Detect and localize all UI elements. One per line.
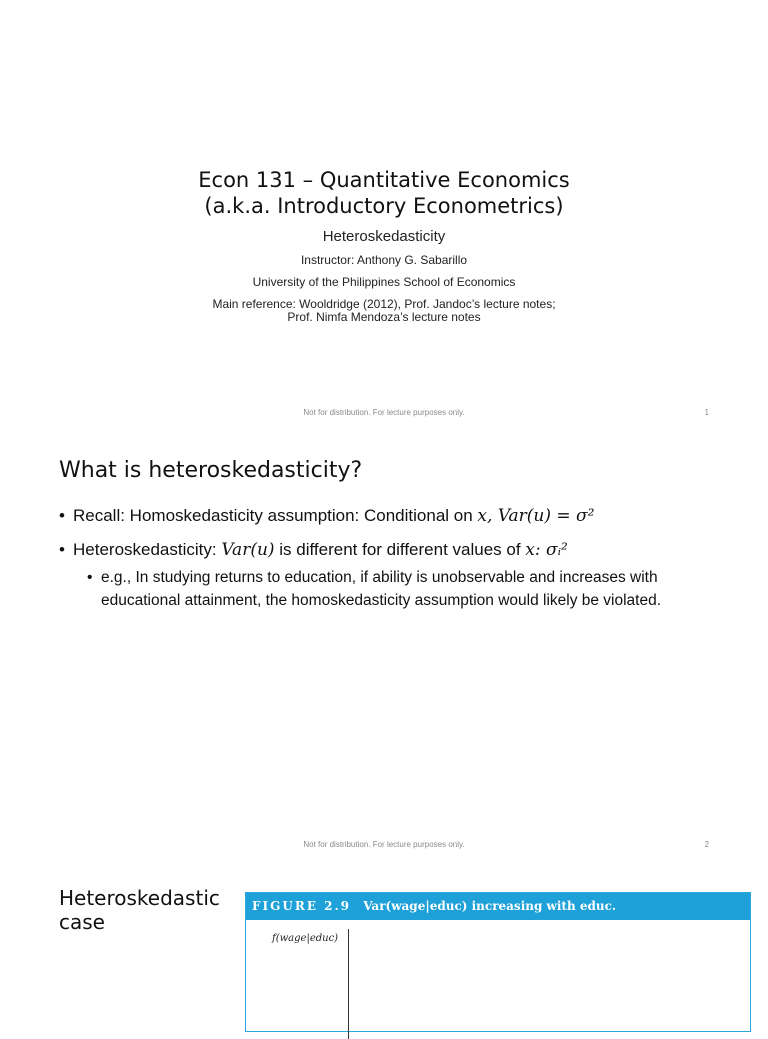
reference-line-1: Main reference: Wooldridge (2012), Prof. Jandoc’s lecture notes; [212,297,556,311]
bullet-heteroskedasticity [59,538,719,562]
title-line-1: Econ 131 – Quantitative Economics [198,168,570,192]
bullet-2-math-b: x: σᵢ² [525,540,568,560]
bullet-1-text: Recall: Homoskedasticity assumption: Conditional on [73,506,478,525]
bullet-2-text-b: is different for different values of [274,540,526,559]
figure-label: FIGURE 2.9 [252,899,352,913]
slide-3 [0,864,768,1024]
slide-1 [0,0,768,432]
bullet-homoskedasticity [59,504,719,528]
slide-2-footer: Not for distribution. For lecture purposes only. [303,840,465,849]
figure-2-9 [245,892,751,1032]
sub-bullet-dot: • [87,569,93,586]
figure-y-axis [348,929,349,1039]
figure-header [246,893,750,920]
institution: University of the Philippines School of Economics [252,275,516,289]
sub-bullet-example [59,566,719,612]
bullet-dot: • [59,540,65,559]
reference-line-2: Prof. Nimfa Mendoza’s lecture notes [287,310,481,324]
bullet-1-math: x, Var(u) = σ² [477,506,595,526]
figure-y-axis-label: f(wage|educ) [272,933,339,944]
slide-1-footer: Not for distribution. For lecture purposes only. [303,408,465,417]
slide-2 [0,432,768,864]
slide-2-page-number: 2 [704,840,709,849]
title-line-2: (a.k.a. Introductory Econometrics) [204,194,564,218]
bullet-2-math-a: Var(u) [221,540,275,560]
slide-1-title [0,167,768,219]
bullet-list [59,504,719,612]
figure-caption: Var(wage|educ) increasing with educ. [363,899,617,913]
slide-3-title: Heteroskedastic case [59,886,220,934]
slide-2-title: What is heteroskedasticity? [59,458,363,483]
instructor: Instructor: Anthony G. Sabarillo [300,253,468,267]
slide-1-page-number: 1 [704,408,709,417]
bullet-dot: • [59,506,65,525]
bullet-2-text-a: Heteroskedasticity: [73,540,222,559]
sub-bullet-text: e.g., In studying returns to education, if ability is unobservable and increases with educational attainment, the homoskedasticity assumption would likely be violated. [101,569,662,609]
slide-1-subtitle: Heteroskedasticity [322,228,446,245]
